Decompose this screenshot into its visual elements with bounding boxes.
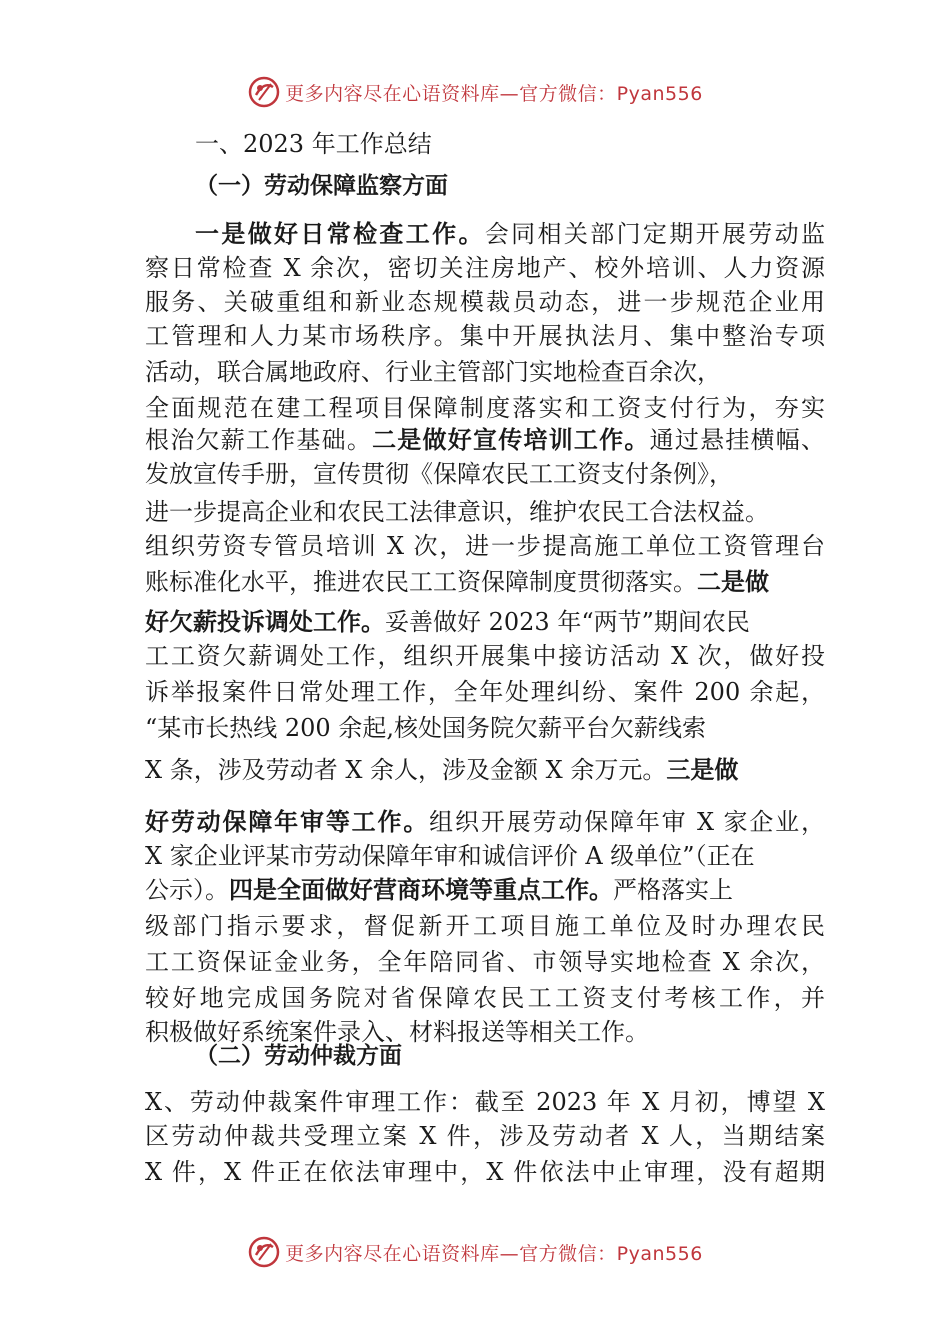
body-text-run: 进一步提高企业和农民工法律意识，维护农民工合法权益。 [145, 498, 769, 526]
body-line [195, 218, 825, 250]
footer-watermark-banner [0, 1232, 950, 1272]
section-2-title: （二）劳动仲裁方面 [195, 1043, 402, 1069]
body-line [145, 566, 825, 598]
section-1-title: （一）劳动保障监察方面 [195, 173, 448, 199]
body-text-run: 全面规范在建工程项目保障制度落实和工资支付行为，夯实 [145, 394, 825, 422]
header-watermark-banner [0, 72, 950, 112]
body-text-run: 账标准化水平，推进农民工工资保障制度贯彻落实。 [145, 568, 697, 596]
body-line [145, 1086, 825, 1118]
body-text-run: 会同相关部门定期开展劳动监 [484, 220, 826, 248]
body-line [145, 946, 825, 978]
body-line [145, 982, 825, 1014]
body-text-run: 工工资欠薪调处工作，组织开展集中接访活动 X 次，做好投 [145, 642, 825, 670]
bold-lead-phrase: 一是做好日常检查工作。 [195, 220, 485, 248]
body-line [145, 424, 825, 456]
body-line [145, 458, 825, 490]
body-text-run: 严格落实上 [613, 876, 733, 904]
body-text-run: X 条，涉及劳动者 X 余人，涉及金额 X 余万元。 [145, 756, 667, 784]
body-line [145, 286, 825, 318]
body-text-run: 服务、关破重组和新业态规模裁员动态，进一步规范企业用 [145, 288, 825, 316]
body-line [145, 910, 825, 942]
body-text-run: 组织劳资专管员培训 X 次，进一步提高施工单位工资管理台 [145, 532, 825, 560]
body-text-run: 根治欠薪工作基础。 [145, 426, 373, 454]
heading-1: 一、2023 年工作总结 [195, 130, 432, 158]
logo-icon [247, 1235, 281, 1269]
body-text-run: X 件，X 件正在依法审理中，X 件依法中止审理，没有超期 [145, 1158, 825, 1186]
bold-lead-phrase: 二是做好宣传培训工作。 [372, 426, 650, 454]
body-line [145, 1120, 825, 1152]
body-line [145, 392, 825, 424]
body-text-run: 通过悬挂横幅、 [649, 426, 826, 454]
body-line [145, 712, 825, 744]
body-text-run: 组织开展劳动保障年审 X 家企业， [429, 808, 826, 836]
body-text-run: 较好地完成国务院对省保障农民工工资支付考核工作，并 [145, 984, 825, 1012]
banner-text: 更多内容尽在心语资料库—官方微信：Pyan556 [285, 1242, 703, 1265]
body-line [145, 676, 825, 708]
body-line [145, 754, 825, 786]
body-line [145, 252, 825, 284]
body-line [145, 606, 825, 638]
bold-lead-phrase: 好欠薪投诉调处工作。 [145, 608, 385, 636]
banner-text: 更多内容尽在心语资料库—官方微信：Pyan556 [285, 82, 703, 105]
body-text-run: 区劳动仲裁共受理立案 X 件，涉及劳动者 X 人，当期结案 [145, 1122, 825, 1150]
body-text-run: “某市长热线 200 余起,核处国务院欠薪平台欠薪线索 [145, 714, 706, 742]
body-line [145, 530, 825, 562]
body-text-run: 活动，联合属地政府、行业主管部门实地检查百余次， [145, 358, 721, 386]
body-text-run: 察日常检查 X 余次，密切关注房地产、校外培训、人力资源 [145, 254, 825, 282]
bold-lead-phrase: 三是做 [666, 756, 739, 784]
body-line [145, 874, 825, 906]
body-line [145, 320, 825, 352]
body-line [145, 356, 825, 388]
body-line [145, 640, 825, 672]
bold-lead-phrase: 好劳动保障年审等工作。 [145, 808, 430, 836]
body-text-run: 诉举报案件日常处理工作，全年处理纠纷、案件 200 余起， [145, 678, 825, 706]
body-line [145, 496, 825, 528]
body-text-run: 公示）。 [145, 876, 229, 904]
body-line [145, 806, 825, 838]
body-text-run: 积极做好系统案件录入、材料报送等相关工作。 [145, 1018, 649, 1046]
body-text-run: 发放宣传手册，宣传贯彻《保障农民工工资支付条例》， [145, 460, 733, 488]
body-text-run: X、劳动仲裁案件审理工作：截至 2023 年 X 月初，博望 X [145, 1088, 825, 1116]
body-text-run: 妥善做好 2023 年“两节”期间农民 [385, 608, 750, 636]
body-line [145, 840, 825, 872]
body-text-run: 工管理和人力某市场秩序。集中开展执法月、集中整治专项 [145, 322, 825, 350]
bold-lead-phrase: 二是做 [697, 568, 769, 596]
body-text-run: X 家企业评某市劳动保障年审和诚信评价 A 级单位”（正在 [145, 842, 755, 870]
body-line [145, 1156, 825, 1188]
body-text-run: 工工资保证金业务，全年陪同省、市领导实地检查 X 余次， [145, 948, 825, 976]
logo-icon [247, 75, 281, 109]
bold-lead-phrase: 四是全面做好营商环境等重点工作。 [229, 876, 613, 904]
body-text-run: 级部门指示要求，督促新开工项目施工单位及时办理农民 [145, 912, 825, 940]
